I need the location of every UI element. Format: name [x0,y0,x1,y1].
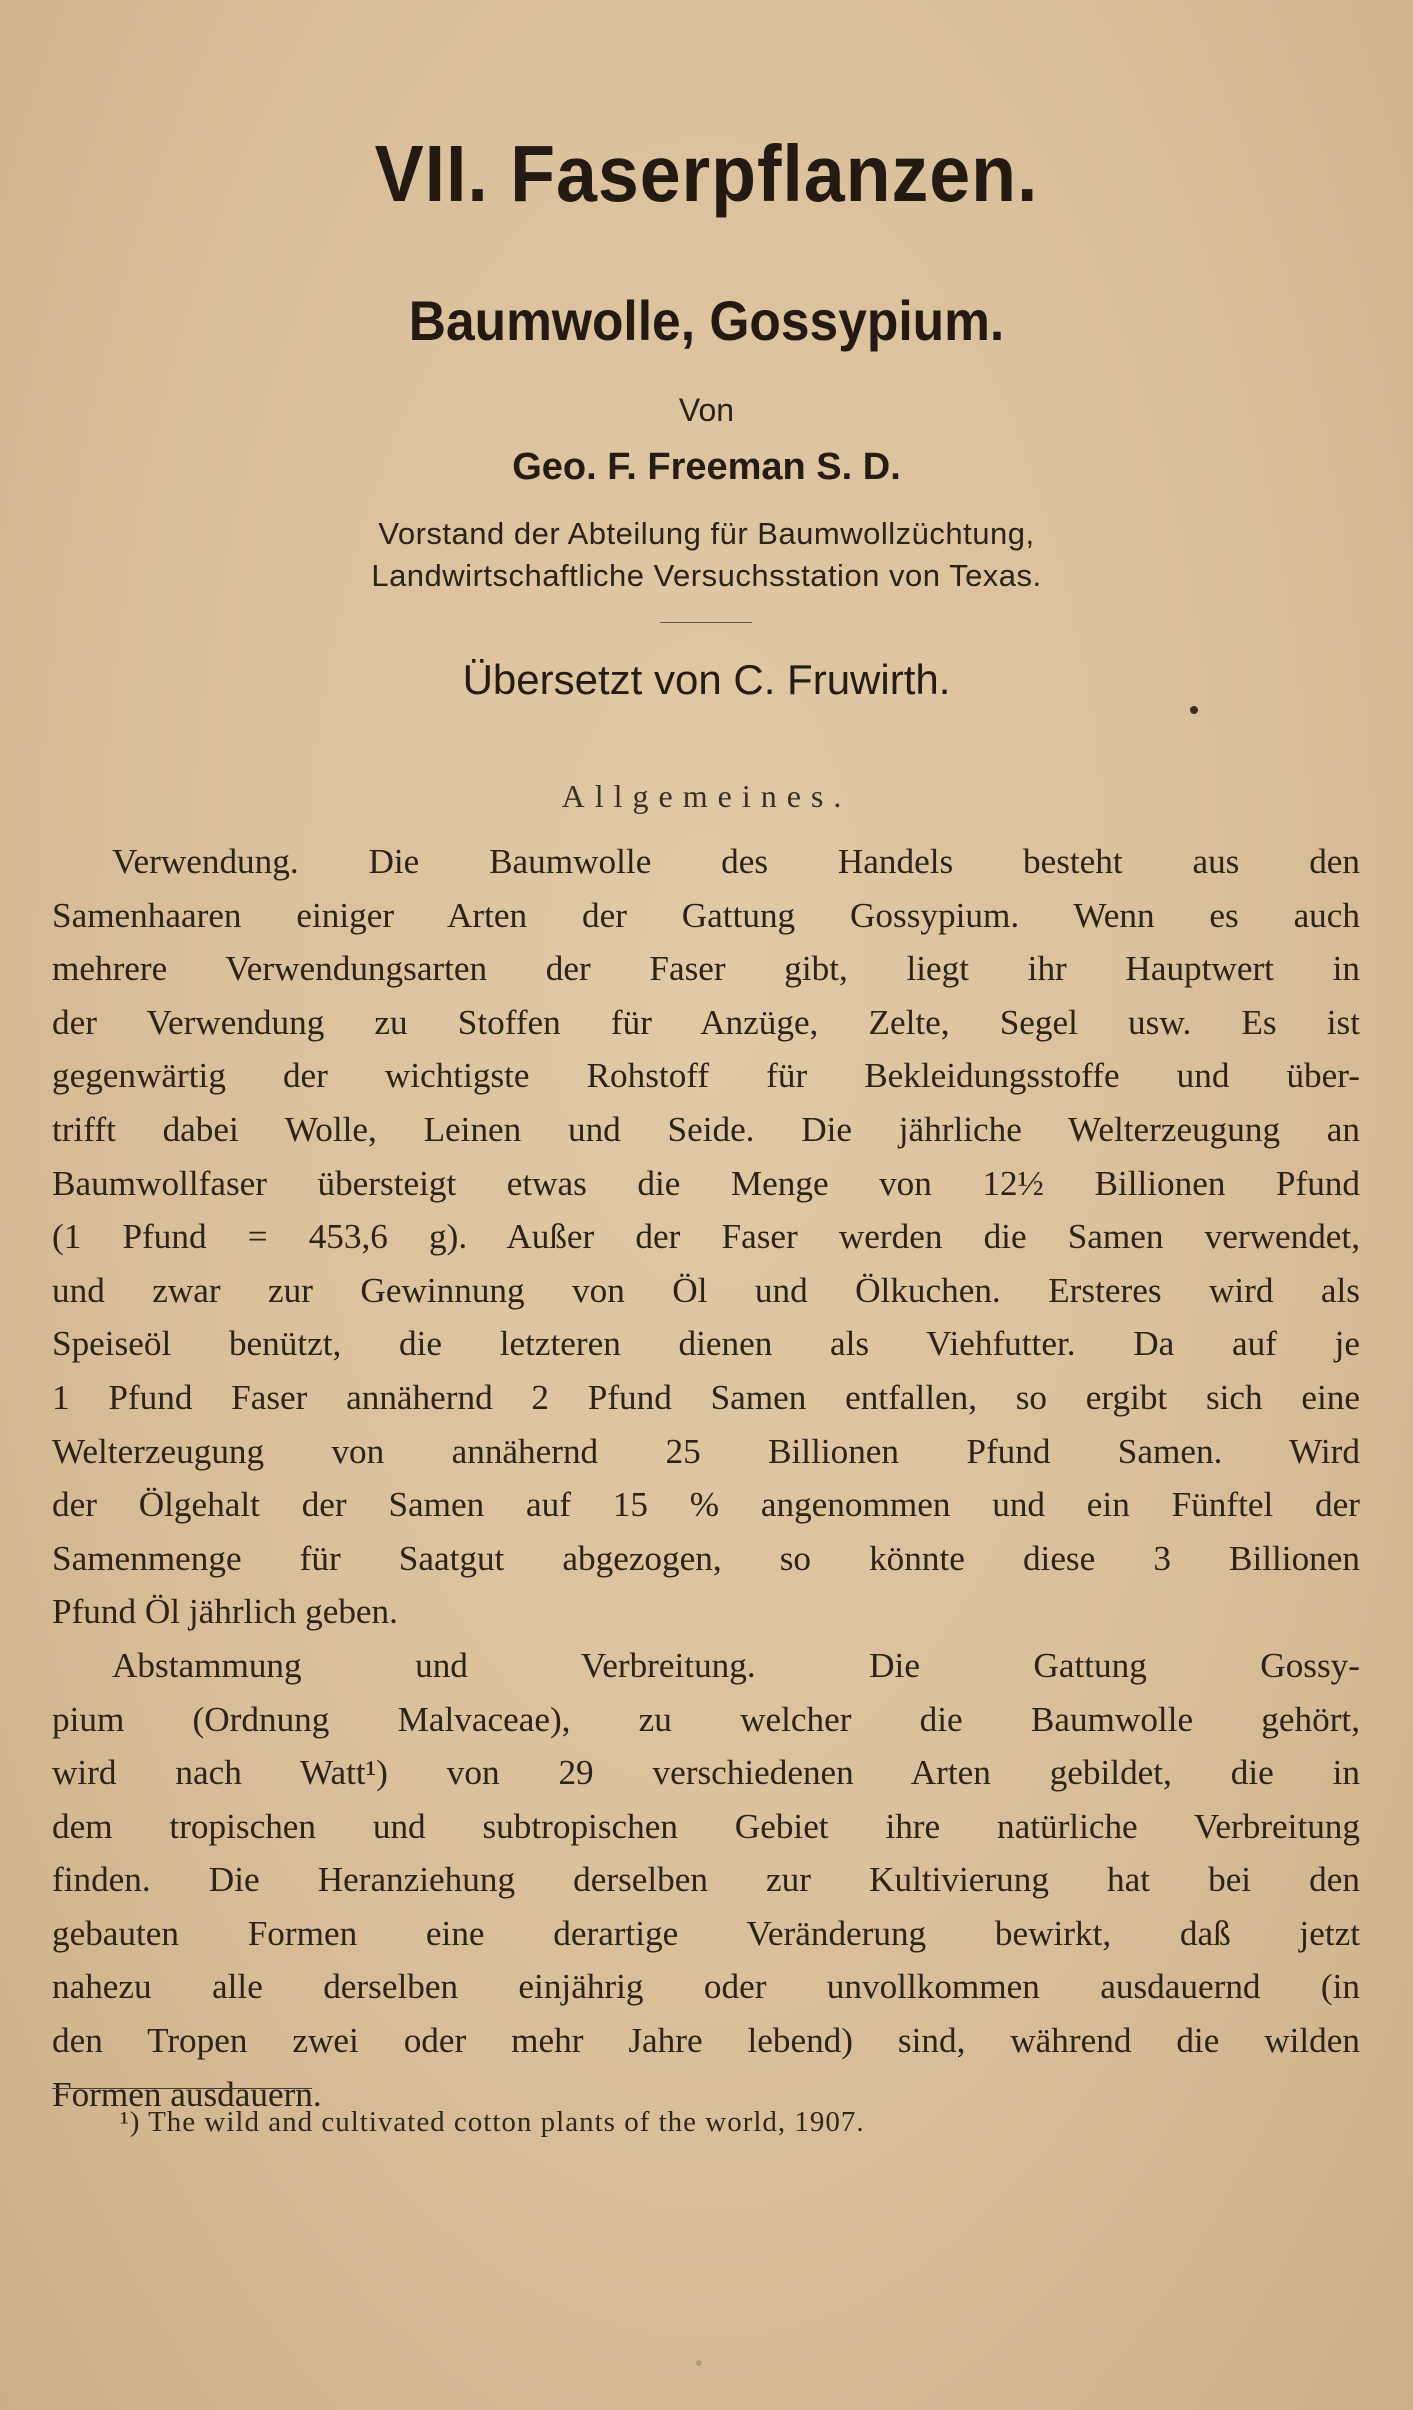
body-line: der Verwendung zu Stoffen für Anzüge, Zelte, Segel usw. Es ist [52,1002,1360,1042]
ink-speck [1190,706,1198,714]
author-affiliation-line1: Vorstand der Abteilung für Baumwollzüchtung, [378,516,1035,551]
body-line: Samenhaaren einiger Arten der Gattung Gossypium. Wenn es auch [52,895,1360,935]
body-line: Formen ausdauern. [52,2074,322,2114]
body-line: 1 Pfund Faser annähernd 2 Pfund Samen entfallen, so ergibt sich eine [52,1377,1360,1417]
header-divider [660,622,752,623]
body-line: nahezu alle derselben einjährig oder unvollkommen ausdauernd (in [52,1967,1360,2007]
body-line: der Ölgehalt der Samen auf 15 % angenommen und ein Fünftel der [52,1485,1360,1525]
body-line: gebauten Formen eine derartige Veränderung bewirkt, daß jetzt [52,1913,1360,1953]
body-line: Pfund Öl jährlich geben. [52,1592,398,1632]
translator-credit: Übersetzt von C. Fruwirth. [462,656,951,703]
body-line: trifft dabei Wolle, Leinen und Seide. Die jährliche Welterzeugung an [52,1109,1360,1149]
byline: Von [678,392,735,428]
body-line: Abstammung und Verbreitung. Die Gattung Gossy- [112,1645,1360,1685]
section-heading: Allgemeines. [561,778,852,814]
body-line: mehrere Verwendungsarten der Faser gibt, liegt ihr Hauptwert in [52,949,1360,989]
paper-speck [696,2360,702,2366]
body-line: wird nach Watt¹) von 29 verschiedenen Arten gebildet, die in [52,1753,1360,1793]
body-line: (1 Pfund = 453,6 g). Außer der Faser werden die Samen verwendet, [52,1217,1360,1257]
body-line: Speiseöl benützt, die letzteren dienen als Viehfutter. Da auf je [52,1324,1360,1364]
body-line: pium (Ordnung Malvaceae), zu welcher die Baumwolle gehört, [52,1699,1360,1739]
footnote: ¹) The wild and cultivated cotton plants of the world, 1907. [120,2106,865,2138]
author-affiliation-line2: Landwirtschaftliche Versuchsstation von Texas. [371,558,1042,593]
body-line: dem tropischen und subtropischen Gebiet ihre natürliche Verbreitung [52,1806,1360,1846]
author-name: Geo. F. Freeman S. D. [512,446,901,488]
body-line: den Tropen zwei oder mehr Jahre lebend) sind, während die wilden [52,2021,1360,2061]
body-line: und zwar zur Gewinnung von Öl und Ölkuchen. Ersteres wird als [52,1270,1360,1310]
chapter-subtitle: Baumwolle, Gossypium. [408,289,1005,352]
body-line: Baumwollfaser übersteigt etwas die Menge von 12½ Billionen Pfund [52,1163,1360,1203]
body-line: gegenwärtig der wichtigste Rohstoff für Bekleidungsstoffe und über- [52,1056,1360,1096]
body-line: Verwendung. Die Baumwolle des Handels besteht aus den [112,842,1360,881]
body-line: Samenmenge für Saatgut abgezogen, so könnte diese 3 Billionen [52,1538,1360,1578]
body-line: Welterzeugung von annähernd 25 Billionen Pfund Samen. Wird [52,1431,1360,1471]
footnote-rule [52,2088,312,2089]
body-line: finden. Die Heranziehung derselben zur Kultivierung hat bei den [52,1860,1360,1900]
body-text [52,835,1360,2121]
chapter-title: VII. Faserpflanzen. [374,129,1039,218]
